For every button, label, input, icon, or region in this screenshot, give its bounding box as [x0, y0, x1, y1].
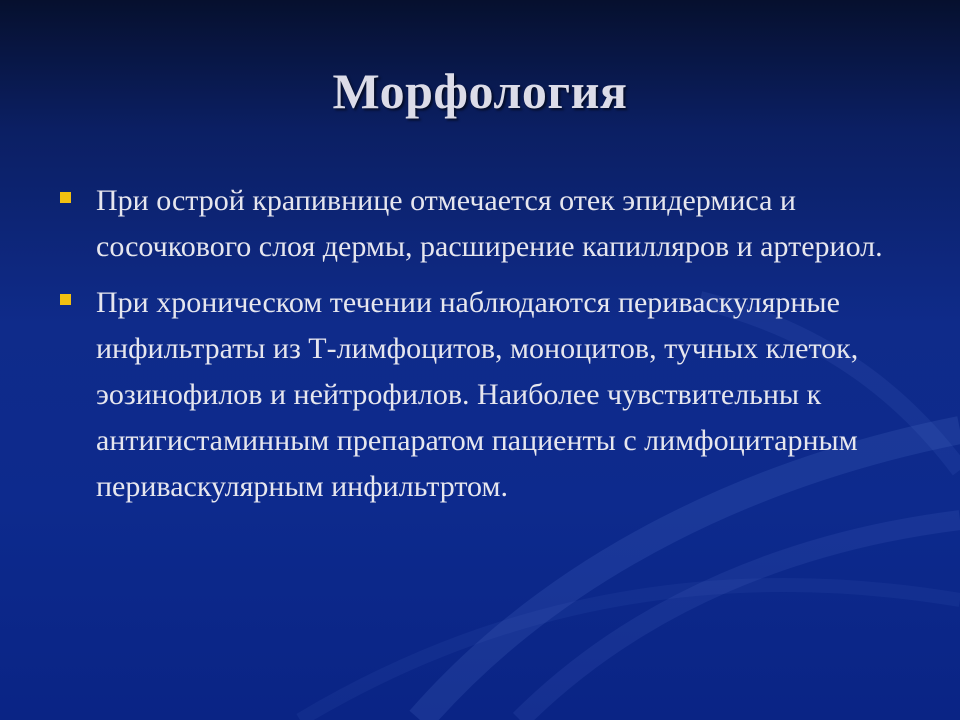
bullet-text: При острой крапивнице отмечается отек эпидермиса и сосочкового слоя дермы, расширение капилляров и артериол. [96, 184, 883, 263]
square-bullet-icon [60, 294, 71, 305]
square-bullet-icon [60, 192, 71, 203]
slide-title: Морфология [332, 63, 628, 119]
bullet-item [60, 280, 910, 510]
bullet-list [60, 178, 910, 520]
bullet-text: При хроническом течении наблюдаются периваскулярные инфильтраты из Т-лимфоцитов, моноцитов, тучных клеток, эозинофилов и нейтрофилов. Наиболее чувствительны к антигистаминным препаратом пациенты с лимфоцитарным периваскулярным инфильтртом. [96, 286, 859, 503]
bullet-item [60, 178, 910, 270]
